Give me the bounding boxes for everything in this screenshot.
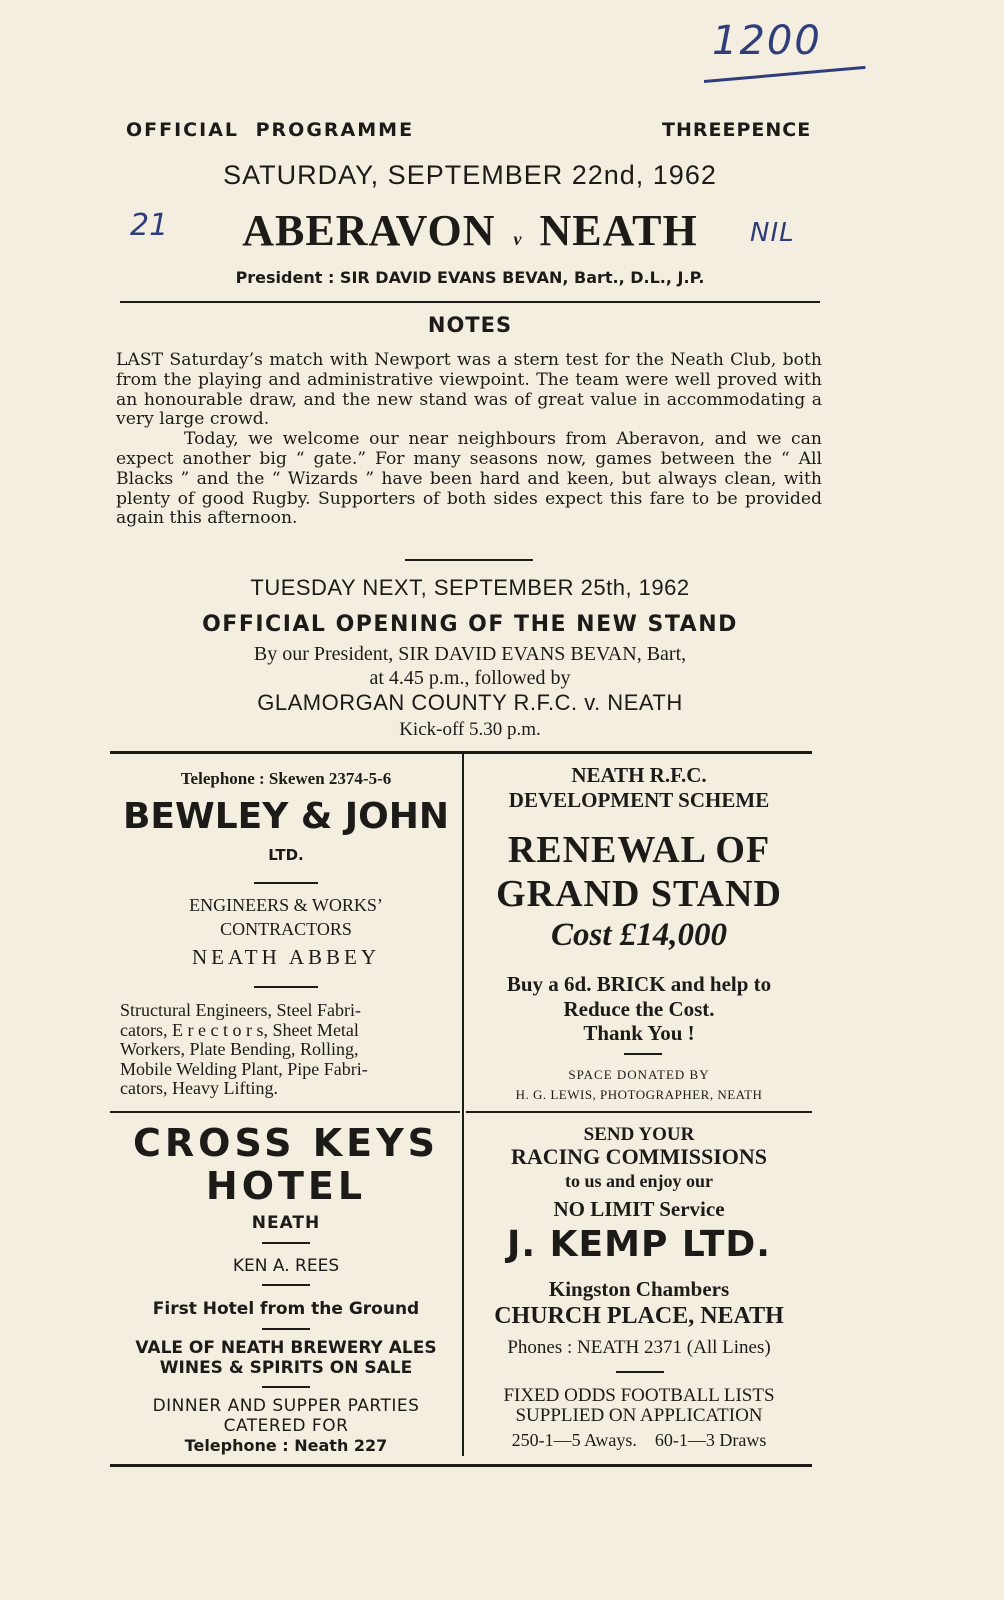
kemp-odds: 250-1—5 Aways. 60-1—3 Draws xyxy=(511,1430,767,1450)
announcement-line-3: GLAMORGAN COUNTY R.F.C. v. NEATH xyxy=(257,690,683,715)
crosskeys-divider-1 xyxy=(262,1242,310,1244)
ads-vertical-rule xyxy=(462,754,464,1456)
crosskeys-town: NEATH xyxy=(251,1213,321,1233)
handwritten-price: 1200 xyxy=(712,18,822,64)
announcement-line-1: By our President, SIR DAVID EVANS BEVAN, Bart, xyxy=(253,643,687,665)
price-label: THREEPENCE xyxy=(662,119,812,141)
kemp-line-3: to us and enjoy our xyxy=(564,1171,714,1191)
president-line: President : SIR DAVID EVANS BEVAN, Bart., D.L., J.P. xyxy=(235,268,705,287)
development-cost: Cost £14,000 xyxy=(550,917,728,953)
bewley-services-line: Workers, Plate Bending, Rolling, xyxy=(120,1039,359,1060)
crosskeys-tagline: First Hotel from the Ground xyxy=(152,1299,420,1319)
kemp-address-2: CHURCH PLACE, NEATH xyxy=(494,1303,784,1329)
crosskeys-ales-2: WINES & SPIRITS ON SALE xyxy=(159,1358,413,1378)
kemp-lists-1: FIXED ODDS FOOTBALL LISTS xyxy=(503,1385,775,1406)
notes-paragraph-1: LAST Saturday’s match with Newport was a stern test for the Neath Club, both from the playing and administrative viewpoint. The team were well proved with an honourable draw, and the new stand was of great value in accommodating a very large crowd. xyxy=(116,350,822,430)
ads-middle-rule-left xyxy=(110,1111,460,1113)
development-headline-1: RENEWAL OF xyxy=(507,829,771,871)
ads-middle-rule-right xyxy=(466,1111,812,1113)
match-date: SATURDAY, SEPTEMBER 22nd, 1962 xyxy=(223,160,717,190)
handwritten-away-score: NIL xyxy=(750,218,795,248)
ads-top-rule xyxy=(110,751,812,754)
bewley-services-line: cators, E r e c t o r s, Sheet Metal xyxy=(120,1019,359,1040)
kemp-lists-2: SUPPLIED ON APPLICATION xyxy=(515,1405,763,1426)
bewley-services-line: Mobile Welding Plant, Pipe Fabri- xyxy=(120,1058,368,1079)
header-divider xyxy=(120,301,820,303)
kemp-line-4: NO LIMIT Service xyxy=(553,1197,725,1221)
crosskeys-proprietor: KEN A. REES xyxy=(232,1256,340,1276)
bewley-divider-1 xyxy=(254,882,318,884)
crosskeys-name-1: CROSS KEYS xyxy=(133,1121,439,1165)
crosskeys-ales-1: VALE OF NEATH BREWERY ALES xyxy=(135,1338,437,1358)
announcement-line-2: at 4.45 p.m., followed by xyxy=(369,667,571,689)
handwritten-underline xyxy=(704,66,866,83)
ads-bottom-rule xyxy=(110,1464,812,1467)
bewley-services-line: Structural Engineers, Steel Fabri- xyxy=(120,1000,361,1020)
crosskeys-name-2: HOTEL xyxy=(205,1164,367,1208)
kemp-address-1: Kingston Chambers xyxy=(548,1277,730,1301)
bewley-name: BEWLEY & JOHN xyxy=(122,796,450,837)
kemp-line-2: RACING COMMISSIONS xyxy=(510,1144,768,1169)
development-donor: H. G. LEWIS, PHOTOGRAPHER, NEATH xyxy=(515,1087,763,1102)
announcement-line-4: Kick-off 5.30 p.m. xyxy=(399,719,541,740)
announcement-title: OFFICIAL OPENING OF THE NEW STAND xyxy=(202,612,738,637)
away-team: NEATH xyxy=(539,206,698,255)
development-appeal-3: Thank You ! xyxy=(583,1021,695,1045)
kemp-phones: Phones : NEATH 2371 (All Lines) xyxy=(507,1337,771,1358)
bewley-divider-2 xyxy=(254,986,318,988)
bewley-services xyxy=(120,1001,454,1099)
versus-label: v xyxy=(513,229,522,249)
match-title xyxy=(120,205,820,256)
official-programme-label: OFFICIAL PROGRAMME xyxy=(126,119,415,141)
notes-paragraph-2: Today, we welcome our near neighbours from Aberavon, and we can expect another big “ gate.” For many seasons now, games between the “ All Blacks ” and the “ Wizards ” have been hard and keen, but always clean, with plenty of good Rugby. Supporters of both sides expect this fare to be provided again this afternoon. xyxy=(116,429,822,529)
crosskeys-dinner-2: CATERED FOR xyxy=(223,1416,349,1436)
crosskeys-divider-3 xyxy=(262,1328,310,1330)
development-club: NEATH R.F.C. xyxy=(571,763,707,787)
crosskeys-divider-2 xyxy=(262,1284,310,1286)
notes-title: NOTES xyxy=(427,313,513,337)
notes-divider xyxy=(405,559,533,561)
kemp-name: J. KEMP LTD. xyxy=(507,1224,771,1265)
bewley-services-line: cators, Heavy Lifting. xyxy=(120,1078,278,1099)
bewley-telephone: Telephone : Skewen 2374-5-6 xyxy=(180,769,392,788)
kemp-line-1: SEND YOUR xyxy=(583,1124,695,1145)
development-headline-2: GRAND STAND xyxy=(496,873,782,915)
bewley-line-1: ENGINEERS & WORKS’ xyxy=(189,895,383,915)
bewley-ltd: LTD. xyxy=(268,846,304,864)
development-donated-label: SPACE DONATED BY xyxy=(568,1067,710,1082)
development-appeal-2: Reduce the Cost. xyxy=(563,997,715,1021)
bewley-line-2: CONTRACTORS xyxy=(220,919,352,939)
crosskeys-dinner-1: DINNER AND SUPPER PARTIES xyxy=(152,1396,420,1416)
development-appeal-1: Buy a 6d. BRICK and help to xyxy=(506,972,772,996)
home-team: ABERAVON xyxy=(242,206,496,255)
announcement-date: TUESDAY NEXT, SEPTEMBER 25th, 1962 xyxy=(250,575,690,600)
bewley-location: NEATH ABBEY xyxy=(191,945,381,969)
kemp-divider xyxy=(616,1371,664,1373)
handwritten-home-score: 21 xyxy=(130,208,169,243)
development-scheme: DEVELOPMENT SCHEME xyxy=(508,788,770,812)
development-divider xyxy=(624,1053,662,1055)
notes-body xyxy=(116,351,822,529)
crosskeys-telephone: Telephone : Neath 227 xyxy=(184,1436,388,1455)
crosskeys-divider-4 xyxy=(262,1386,310,1388)
